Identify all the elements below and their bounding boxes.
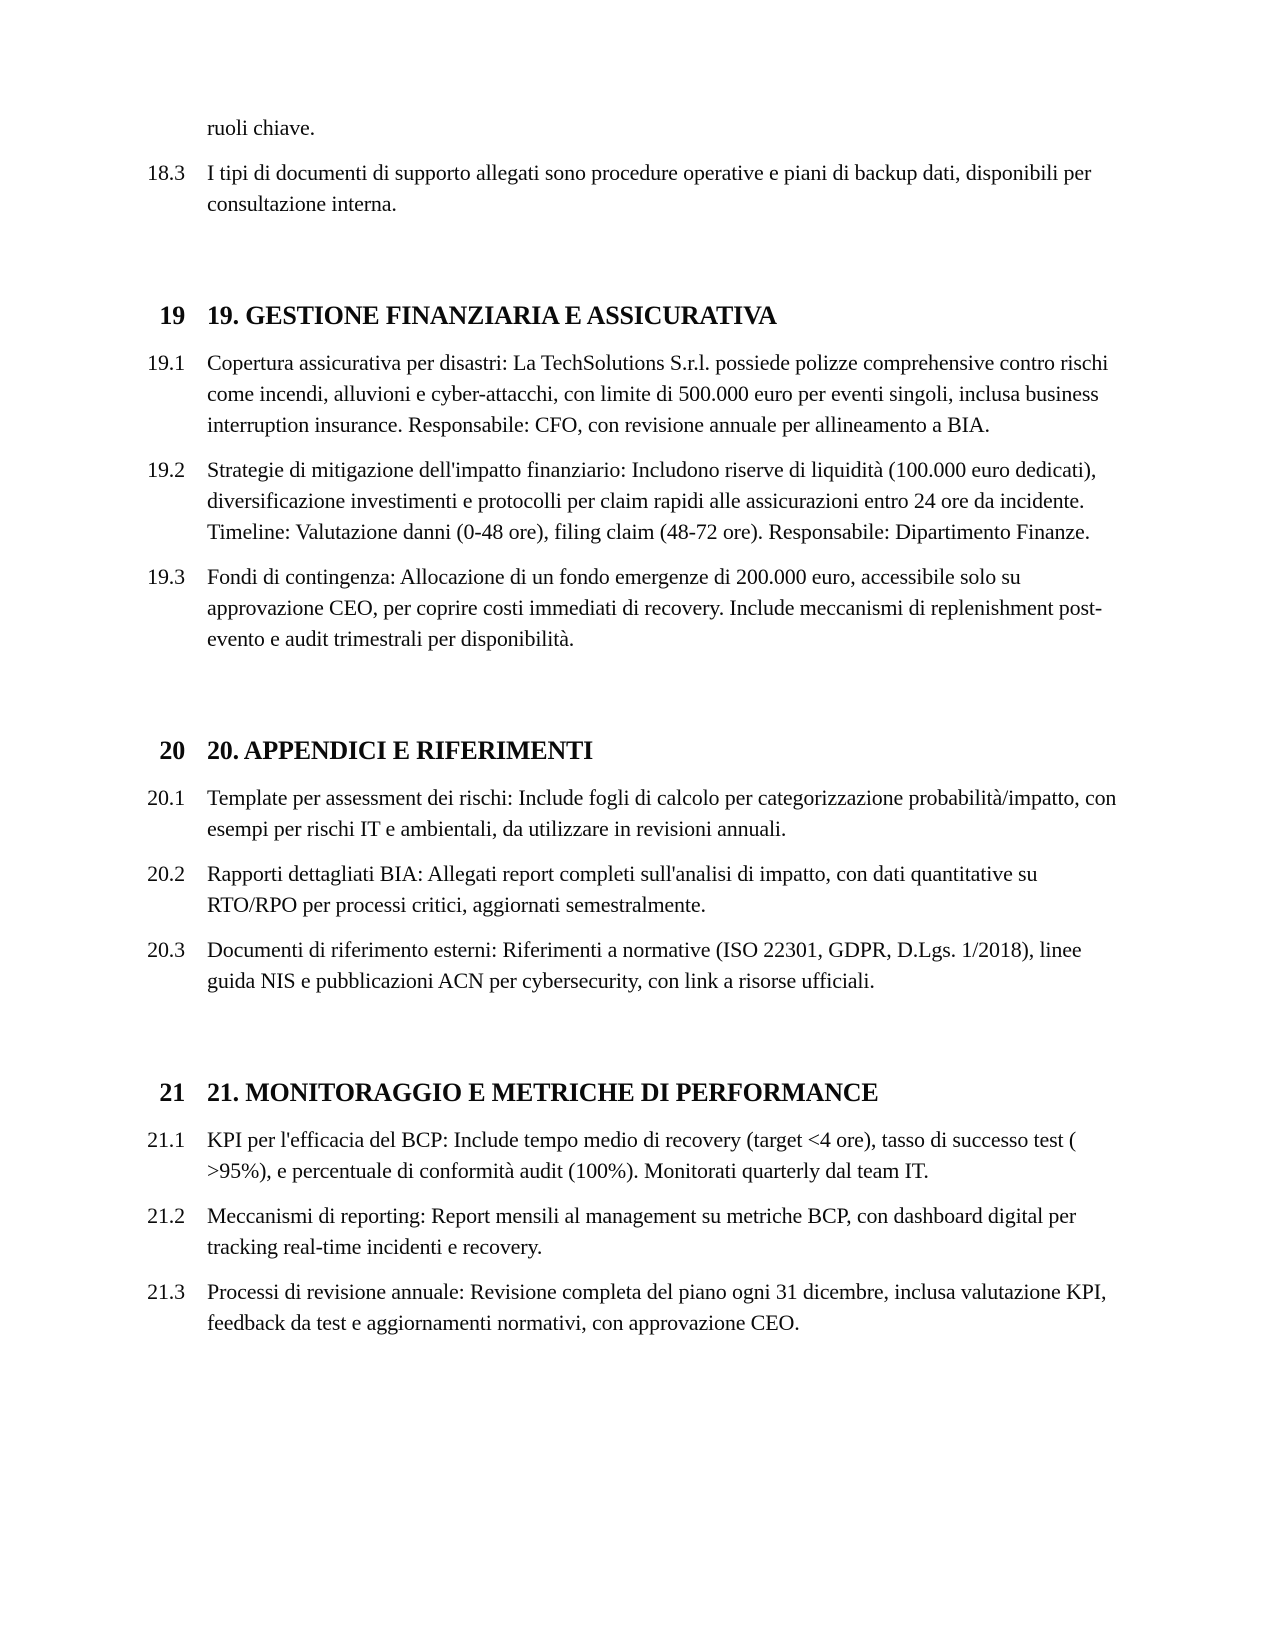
item-text: Template per assessment dei rischi: Include fogli di calcolo per categorizzazione probabilità/impatto, con esempi per rischi IT e ambientali, da utilizzare in revisioni annuali. [207, 785, 1117, 841]
item-number: 20.2 [147, 861, 185, 886]
section-heading [120, 734, 1125, 768]
list-item [120, 1200, 1125, 1262]
list-item [120, 782, 1125, 844]
section-number: 20 [159, 736, 185, 765]
list-item [120, 347, 1125, 440]
section-title: 21. MONITORAGGIO E METRICHE DI PERFORMANCE [207, 1078, 879, 1107]
list-item [120, 561, 1125, 654]
item-number: 21.2 [147, 1203, 185, 1228]
list-item [120, 1276, 1125, 1338]
section-heading [120, 1076, 1125, 1110]
item-text: Processi di revisione annuale: Revisione completa del piano ogni 31 dicembre, inclusa valutazione KPI, feedback da test e aggiornamenti normativi, con approvazione CEO. [207, 1279, 1107, 1335]
item-text: KPI per l'efficacia del BCP: Include tempo medio di recovery (target <4 ore), tasso di successo test ( >95%), e percentuale di conformità audit (100%). Monitorati quarterly dal team IT. [207, 1127, 1076, 1183]
item-number: 18.3 [147, 160, 185, 185]
item-number: 19.1 [147, 350, 185, 375]
item-number: 20.1 [147, 785, 185, 810]
item-number: 21.1 [147, 1127, 185, 1152]
item-number: 20.3 [147, 937, 185, 962]
list-item [120, 858, 1125, 920]
list-item [120, 934, 1125, 996]
item-text: Rapporti dettagliati BIA: Allegati report completi sull'analisi di impatto, con dati quantitative su RTO/RPO per processi critici, aggiornati semestralmente. [207, 861, 1038, 917]
item-number: 21.3 [147, 1279, 185, 1304]
list-item [120, 1124, 1125, 1186]
item-text: Strategie di mitigazione dell'impatto finanziario: Includono riserve di liquidità (100.000 euro dedicati), diversificazione investimenti e protocolli per claim rapidi alle assicurazioni entro 24 ore da incidente. Timeline: Valutazione danni (0-48 ore), filing claim (48-72 ore). Responsabile: Dipartimento Finanze. [207, 457, 1097, 544]
section-number: 19 [159, 301, 185, 330]
section-title: 20. APPENDICI E RIFERIMENTI [207, 736, 594, 765]
list-item [120, 454, 1125, 547]
section-title: 19. GESTIONE FINANZIARIA E ASSICURATIVA [207, 301, 777, 330]
list-item [120, 157, 1125, 219]
section-number: 21 [159, 1078, 185, 1107]
item-text: Documenti di riferimento esterni: Riferimenti a normative (ISO 22301, GDPR, D.Lgs. 1/2018), linee guida NIS e pubblicazioni ACN per cybersecurity, con link a risorse ufficiali. [207, 937, 1082, 993]
item-text: Meccanismi di reporting: Report mensili al management su metriche BCP, con dashboard digital per tracking real-time incidenti e recovery. [207, 1203, 1077, 1259]
item-text: Fondi di contingenza: Allocazione di un fondo emergenze di 200.000 euro, accessibile solo su approvazione CEO, per coprire costi immediati di recovery. Include meccanismi di replenishment post-evento e audit trimestrali per disponibilità. [207, 564, 1103, 651]
list-item-continuation [120, 112, 1125, 143]
item-text: I tipi di documenti di supporto allegati sono procedure operative e piani di backup dati, disponibili per consultazione interna. [207, 160, 1092, 216]
item-number: 19.3 [147, 564, 185, 589]
item-number: 19.2 [147, 457, 185, 482]
item-text: ruoli chiave. [207, 115, 316, 140]
section-heading [120, 299, 1125, 333]
item-text: Copertura assicurativa per disastri: La TechSolutions S.r.l. possiede polizze comprehensive contro rischi come incendi, alluvioni e cyber-attacchi, con limite di 500.000 euro per eventi singoli, inclusa business interruption insurance. Responsabile: CFO, con revisione annuale per allineamento a BIA. [207, 350, 1109, 437]
